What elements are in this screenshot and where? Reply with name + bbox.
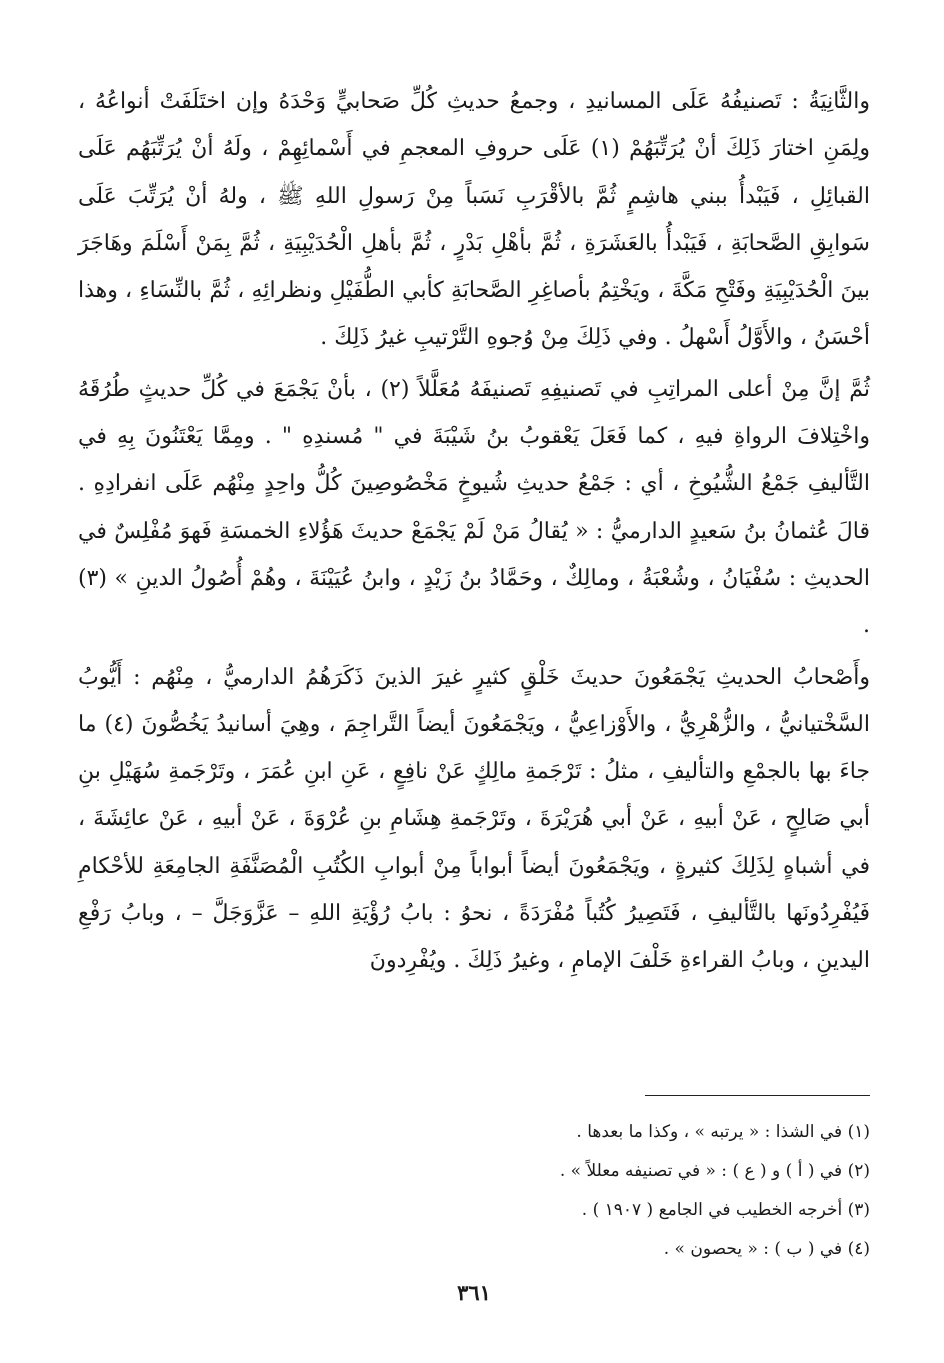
book-page: [78, 78, 870, 1348]
footnote-4: (٤) في ( ب ) : « يحصون » .: [663, 1239, 870, 1259]
paragraph-1: والثَّانِيَةُ : تَصنيفُهُ عَلَى المسانيدِ ، وجمعُ حديثِ كُلِّ صَحابيٍّ وَحْدَهُ وإن اختَلَفَتْ أنواعُهُ ، ولِمَنِ اختارَ ذَلِكَ أنْ يُرَتِّبَهُمْ (١) عَلَى حروفِ المعجمِ في أَسْمائِهِمْ ، ولَهُ أنْ يُرَتِّبَهُم عَلَى القبائِلِ ، فَيَبْدأُ ببني هاشِمٍ ثُمَّ بالأقْرَبِ نَسَباً مِنْ رَسولِ اللهِ ﷺ ، ولهُ أنْ يُرَتِّبَ عَلَى سَوابِقِ الصَّحابَةِ ، فَيَبْدأُ بالعَشَرَةِ ، ثُمَّ بأهْلِ بَدْرٍ ، ثُمَّ بأهلِ الْحُدَيْبِيَةِ ، ثُمَّ بِمَنْ أَسْلَمَ وهَاجَرَ بينَ الْحُدَيْبِيَةِ وفَتْحِ مَكَّةَ ، ويَخْتِمُ بأصاغِرِ الصَّحابَةِ كأبي الطُّفَيْلِ ونظرائِهِ ، ثُمَّ بالنِّسَاءِ ، وهذا أحْسَنُ ، والأَوَّلُ أَسْهلُ . وفي ذَلِكَ مِنْ وُجوهِ التَّرْتيبِ غيرُ ذَلِكَ .: [78, 89, 870, 351]
paragraph-3: وأَصْحابُ الحديثِ يَجْمَعُونَ حديثَ خَلْقٍ كثيرٍ غيرَ الذينَ ذَكَرَهُمُ الدارميُّ ، مِنْهُم : أَيُّوبُ السَّخْتيانيُّ ، والزُّهْرِيُّ ، والأَوْزاعِيُّ ، ويَجْمَعُونَ أيضاً التَّراجِمَ ، وهِيَ أسانيدُ يَخُصُّونَ (٤) ما جاءَ بها بالجمْعِ والتأليفِ ، مثلُ : تَرْجَمةِ مالِكٍ عَنْ نافِعٍ ، عَنِ ابنِ عُمَرَ ، وتَرْجَمةِ سُهَيْلِ بنِ أبي صَالِحٍ ، عَنْ أبيهِ ، عَنْ أبي هُرَيْرَةَ ، وتَرْجَمةِ هِشَامِ بنِ عُرْوَةَ ، عَنْ أبيهِ ، عَنْ عائِشَةَ ، في أشباهٍ لِذَلِكَ كثيرةٍ ، ويَجْمَعُونَ أيضاً أبواباً مِنْ أبوابِ الكُتُبِ الْمُصَنَّفَةِ الجامِعَةِ للأحْكامِ فَيُفْرِدُونَها بالتَّأليفِ ، فَتَصِيرُ كُتُباً مُفْرَدَةً ، نحوُ : بابُ رُؤْيَةِ اللهِ – عَزَّوَجَلَّ – ، وبابُ رَفْعِ اليدينِ ، وبابُ القراءةِ خَلْفَ الإمامِ ، وغيرُ ذَلِكَ . ويُفْرِدونَ: [78, 664, 870, 974]
page-number: ٣٦١: [457, 1280, 491, 1305]
footnotes: [78, 1118, 870, 1274]
footnote-2: (٢) في ( أ ) و ( ع ) : « في تصنيفه معللاً » .: [559, 1161, 870, 1181]
footnote-1: (١) في الشذا : « يرتبه » ، وكذا ما بعدها .: [576, 1122, 870, 1142]
main-text: [78, 78, 870, 985]
footnote-separator: [645, 1095, 870, 1096]
footnote-3: (٣) أخرجه الخطيب في الجامع ( ١٩٠٧ ) .: [581, 1200, 870, 1220]
paragraph-2: ثُمَّ إنَّ مِنْ أعلى المراتِبِ في تَصنيفِهِ تَصنيفَهُ مُعَلَّلاً (٢) ، بأنْ يَجْمَعَ في كُلِّ حديثٍ طُرُقَهُ واخْتِلافَ الرواةِ فيهِ ، كما فَعَلَ يَعْقوبُ بنُ شَيْبَةَ في " مُسندِهِ " . ومِمَّا يَعْتَنُونَ بِهِ في التَّأليفِ جَمْعُ الشُّيُوخِ ، أي : جَمْعُ حديثِ شُيوخٍ مَخْصُوصِينَ كُلُّ واحِدٍ مِنْهُم عَلَى انفرادِهِ . قالَ عُثمانُ بنُ سَعيدٍ الدارميُّ : « يُقالُ مَنْ لَمْ يَجْمَعْ حديثَ هَؤُلاءِ الخمسَةِ فَهوَ مُفْلِسٌ في الحديثِ : سُفْيَانُ ، وشُعْبَةُ ، ومالِكٌ ، وحَمَّادُ بنُ زَيْدٍ ، وابنُ عُيَيْنَةَ ، وهُمْ أُصُولُ الدينِ » (٣) .: [78, 376, 871, 639]
